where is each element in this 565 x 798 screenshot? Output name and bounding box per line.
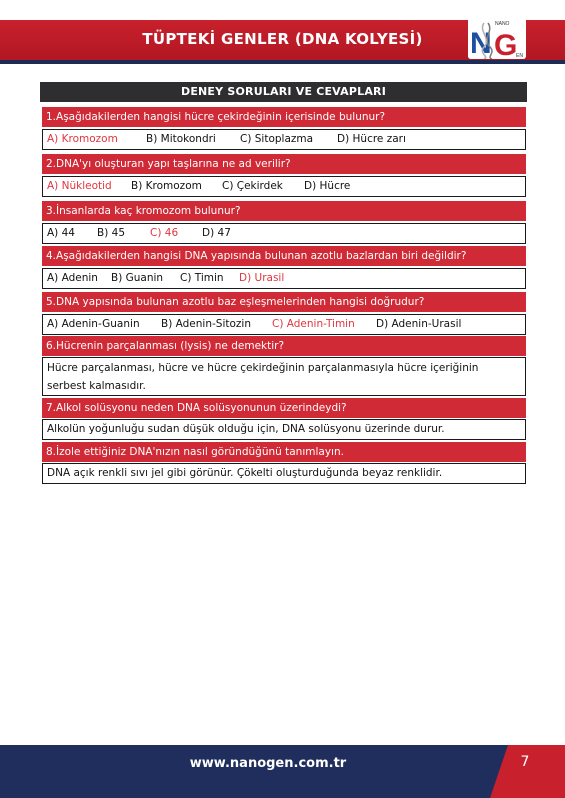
answer-row-6: Hücre parçalanması, hücre ve hücre çekirdeğinin parçalanmasıyla hücre içeriğinin serbest kalmasıdır. [42,357,526,396]
answer-row-1 [42,129,526,150]
question-2: 2.DNA'yı oluşturan yapı taşlarına ne ad verilir? [42,154,526,174]
question-3: 3.İnsanlarda kaç kromozom bulunur? [42,201,526,221]
qa-sheet [40,82,527,500]
question-1: 1.Aşağıdakilerden hangisi hücre çekirdeğinin içerisinde bulunur? [42,107,526,127]
svg-text:N: N [470,27,492,59]
question-5: 5.DNA yapısında bulunan azotlu baz eşleşmelerinden hangisi doğrudur? [42,292,526,312]
svg-text:EN: EN [516,53,523,59]
question-7: 7.Alkol solüsyonu neden DNA solüsyonunun üzerindeydi? [42,398,526,418]
option-5a: A) Adenin-Guanin [47,318,140,330]
svg-text:NANO: NANO [495,21,510,27]
answer-row-3 [42,223,526,244]
option-2c: C) Çekirdek [222,180,283,192]
option-4d: D) Urasil [239,272,285,284]
option-2b: B) Kromozom [131,180,202,192]
option-2d: D) Hücre [304,180,351,192]
option-5b: B) Adenin-Sitozin [161,318,251,330]
option-3a: A) 44 [47,227,75,239]
option-5d: D) Adenin-Urasil [376,318,462,330]
page-number: 7 [520,754,530,770]
page-title: TÜPTEKİ GENLER (DNA KOLYESİ) [142,30,423,48]
option-3c: C) 46 [150,227,179,239]
option-3b: B) 45 [97,227,125,239]
option-2a: A) Nükleotid [47,180,112,192]
nanogen-logo [468,17,526,59]
footer-red-slice [490,745,565,798]
option-1d: D) Hücre zarı [337,133,406,145]
website-url[interactable]: www.nanogen.com.tr [189,756,347,771]
answer-row-7: Alkolün yoğunluğu sudan düşük olduğu için, DNA solüsyonu üzerinde durur. [42,419,526,440]
option-5c: C) Adenin-Timin [272,318,355,330]
option-1b: B) Mitokondri [146,133,216,145]
option-3d: D) 47 [202,227,231,239]
answer-row-8: DNA açık renkli sıvı jel gibi görünür. Çökelti oluşturduğunda beyaz renklidir. [42,463,526,484]
header-shadow-line [0,60,565,64]
question-6: 6.Hücrenin parçalanması (lysis) ne demektir? [42,336,526,356]
option-1c: C) Sitoplazma [240,133,314,145]
option-4c: C) Timin [180,272,224,284]
option-4a: A) Adenin [47,272,98,284]
answer-row-2 [42,176,526,197]
footer-bar [0,745,565,798]
sheet-title: DENEY SORULARI VE CEVAPLARI [40,82,527,102]
option-4b: B) Guanin [111,272,164,284]
option-1a: A) Kromozom [47,133,118,145]
question-4: 4.Aşağıdakilerden hangisi DNA yapısında bulunan azotlu bazlardan biri değildir? [42,246,526,266]
question-8: 8.İzole ettiğiniz DNA'nızın nasıl göründüğünü tanımlayın. [42,442,526,462]
answer-row-5 [42,314,526,335]
svg-text:G: G [494,29,518,59]
answer-row-4 [42,268,526,289]
